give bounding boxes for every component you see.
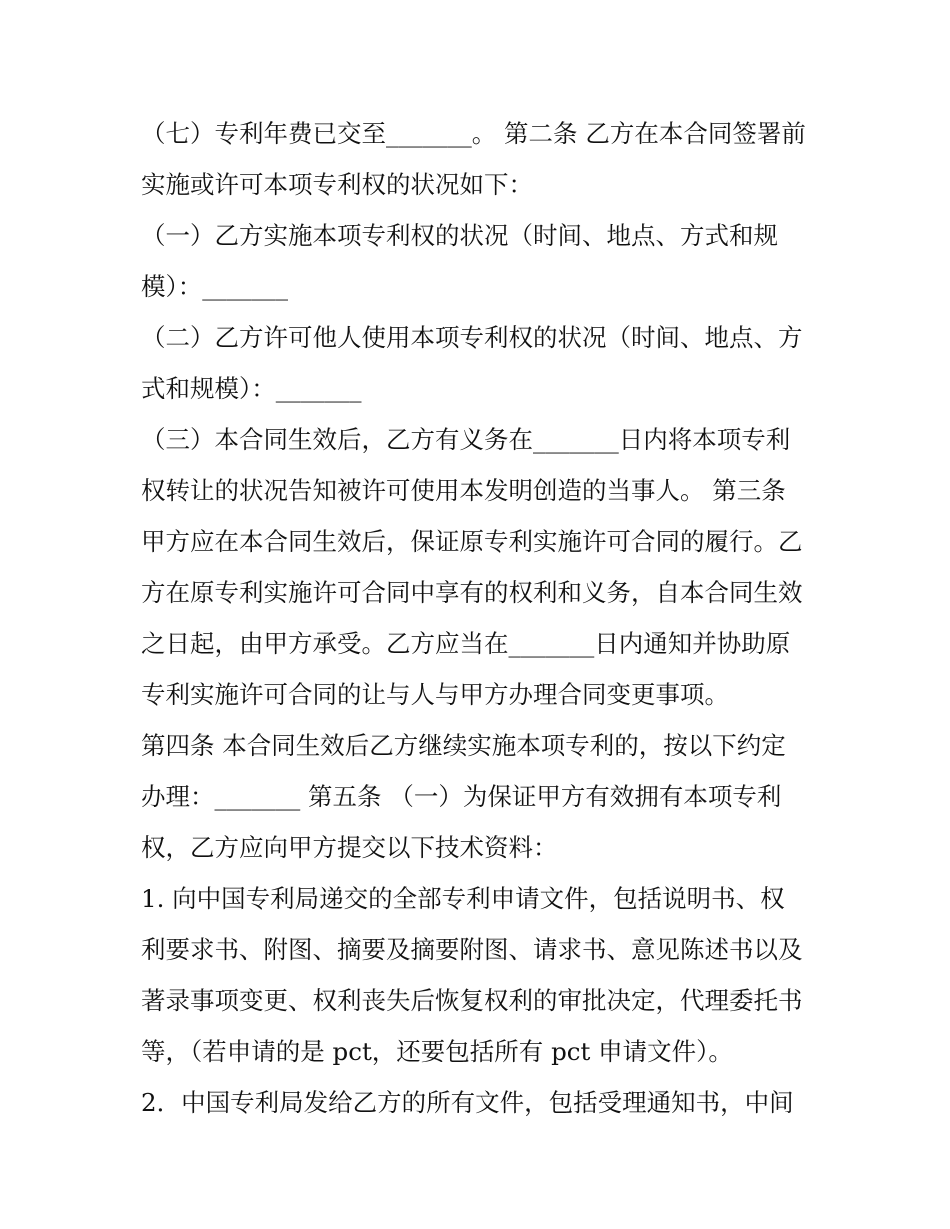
paragraph-notification-duty	[141, 414, 821, 720]
paragraph-annual-fee	[141, 108, 821, 210]
paragraph-license-status	[141, 312, 821, 414]
paragraph-implementation-status	[141, 210, 821, 312]
text-line: 之日起，由甲方承受。乙方应当在_______日内通知并协助原	[141, 629, 791, 658]
text-line: 甲方应在本合同生效后，保证原专利实施许可合同的履行。乙	[141, 527, 803, 556]
text-line: 式和规模）：_______	[141, 374, 362, 403]
text-line: 实施或许可本项专利权的状况如下：	[141, 170, 533, 199]
text-line: 2．中国专利局发给乙方的所有文件，包括受理通知书，中间	[141, 1088, 794, 1117]
text-line: 著录事项变更、权利丧失后恢复权利的审批决定，代理委托书	[141, 986, 803, 1015]
text-line: （三）本合同生效后，乙方有义务在_______日内将本项专利	[141, 425, 791, 454]
text-line: 第四条 本合同生效后乙方继续实施本项专利的，按以下约定	[141, 731, 786, 760]
document-body	[141, 108, 821, 1128]
text-line: （一）乙方实施本项专利权的状况（时间、地点、方式和规	[141, 221, 778, 250]
text-line: 1. 向中国专利局递交的全部专利申请文件，包括说明书、权	[141, 884, 785, 913]
text-line: 专利实施许可合同的让与人与甲方办理合同变更事项。	[141, 680, 729, 709]
paragraph-article-four-five	[141, 720, 821, 873]
paragraph-item-two	[141, 1077, 821, 1128]
text-line: （二）乙方许可他人使用本项专利权的状况（时间、地点、方	[141, 323, 803, 352]
text-line: 办理：_______ 第五条 （一）为保证甲方有效拥有本项专利	[141, 782, 782, 811]
text-line: 权，乙方应向甲方提交以下技术资料：	[141, 833, 558, 862]
text-line: （七）专利年费已交至_______。 第二条 乙方在本合同签署前	[141, 119, 806, 148]
text-line: 权转让的状况告知被许可使用本发明创造的当事人。 第三条	[141, 476, 786, 505]
paragraph-item-one	[141, 873, 821, 1077]
text-line: 方在原专利实施许可合同中享有的权利和义务，自本合同生效	[141, 578, 803, 607]
text-line: 利要求书、附图、摘要及摘要附图、请求书、意见陈述书以及	[141, 935, 803, 964]
text-line: 等，（若申请的是 pct，还要包括所有 pct 申请文件）。	[141, 1037, 733, 1066]
text-line: 模）：_______	[141, 272, 288, 301]
